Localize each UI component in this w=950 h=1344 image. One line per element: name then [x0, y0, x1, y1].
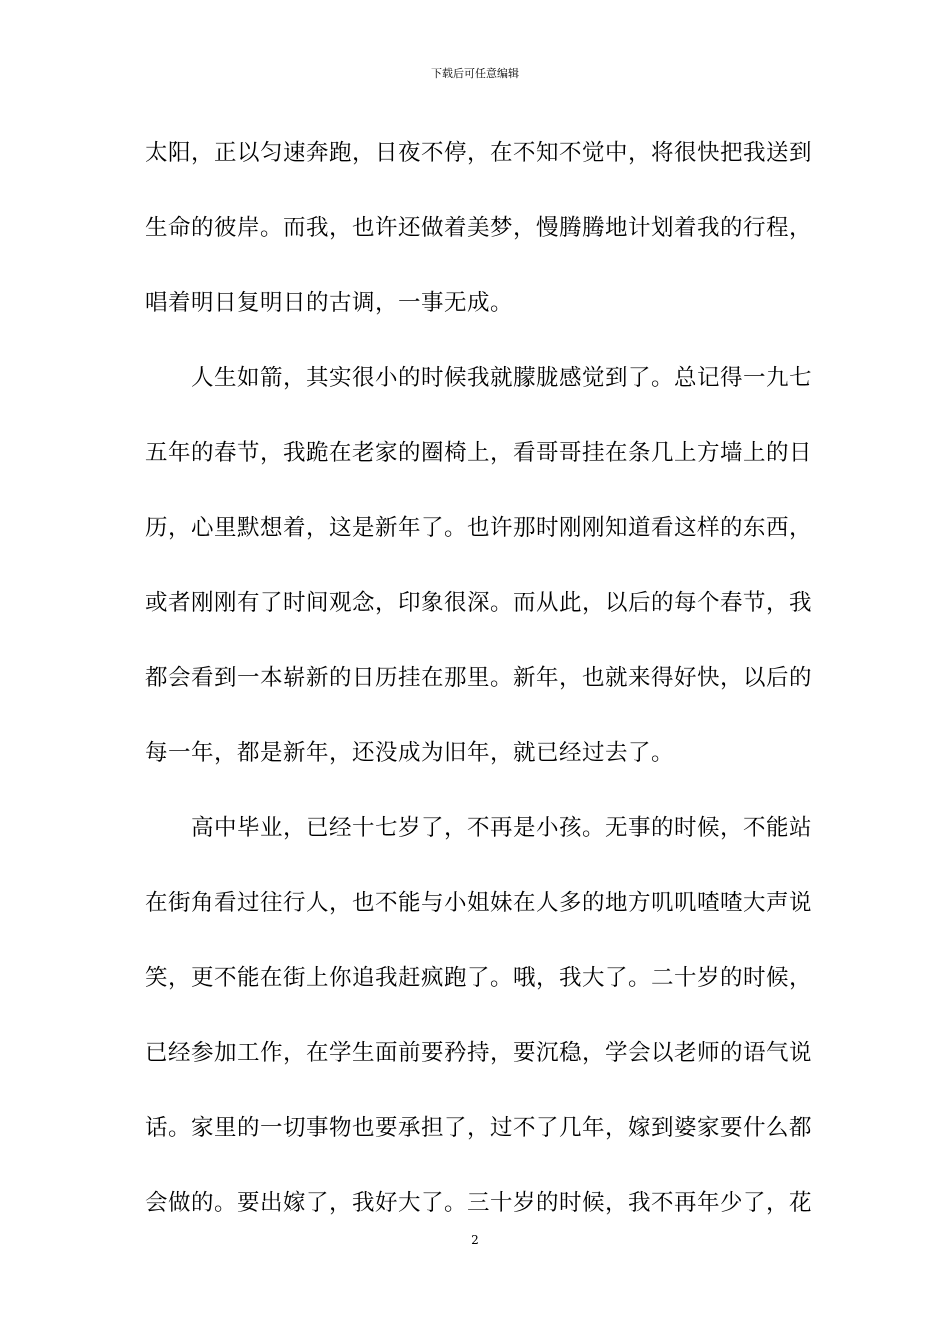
page-header: 下载后可任意编辑 [431, 67, 519, 80]
text-line: 历，心里默想着，这是新年了。也许那时刚刚知道看这样的东西， [145, 515, 813, 541]
text-line: 笑，更不能在街上你追我赶疯跑了。哦，我大了。二十岁的时候， [145, 965, 813, 991]
paragraph-first-line: 人生如箭，其实很小的时候我就朦胧感觉到了。总记得一九七 [191, 365, 813, 391]
text-line: 话。家里的一切事物也要承担了，过不了几年，嫁到婆家要什么都 [145, 1115, 813, 1141]
page-number: 2 [471, 1233, 479, 1247]
text-line: 太阳，正以匀速奔跑，日夜不停，在不知不觉中，将很快把我送到 [145, 140, 813, 166]
text-line: 唱着明日复明日的古调，一事无成。 [145, 290, 514, 316]
text-line: 每一年，都是新年，还没成为旧年，就已经过去了。 [145, 740, 675, 766]
text-line: 已经参加工作，在学生面前要矜持，要沉稳，学会以老师的语气说 [145, 1040, 813, 1066]
text-line: 或者刚刚有了时间观念，印象很深。而从此，以后的每个春节，我 [145, 590, 813, 616]
text-line: 会做的。要出嫁了，我好大了。三十岁的时候，我不再年少了，花 [145, 1190, 813, 1216]
document-body [145, 130, 813, 1255]
text-line: 在街角看过往行人，也不能与小姐妹在人多的地方叽叽喳喳大声说 [145, 890, 813, 916]
text-line: 五年的春节，我跪在老家的圈椅上，看哥哥挂在条几上方墙上的日 [145, 440, 813, 466]
text-line: 生命的彼岸。而我，也许还做着美梦，慢腾腾地计划着我的行程， [145, 215, 813, 241]
paragraph-first-line: 高中毕业，已经十七岁了，不再是小孩。无事的时候，不能站 [191, 815, 813, 841]
text-line: 都会看到一本崭新的日历挂在那里。新年，也就来得好快，以后的 [145, 665, 813, 691]
